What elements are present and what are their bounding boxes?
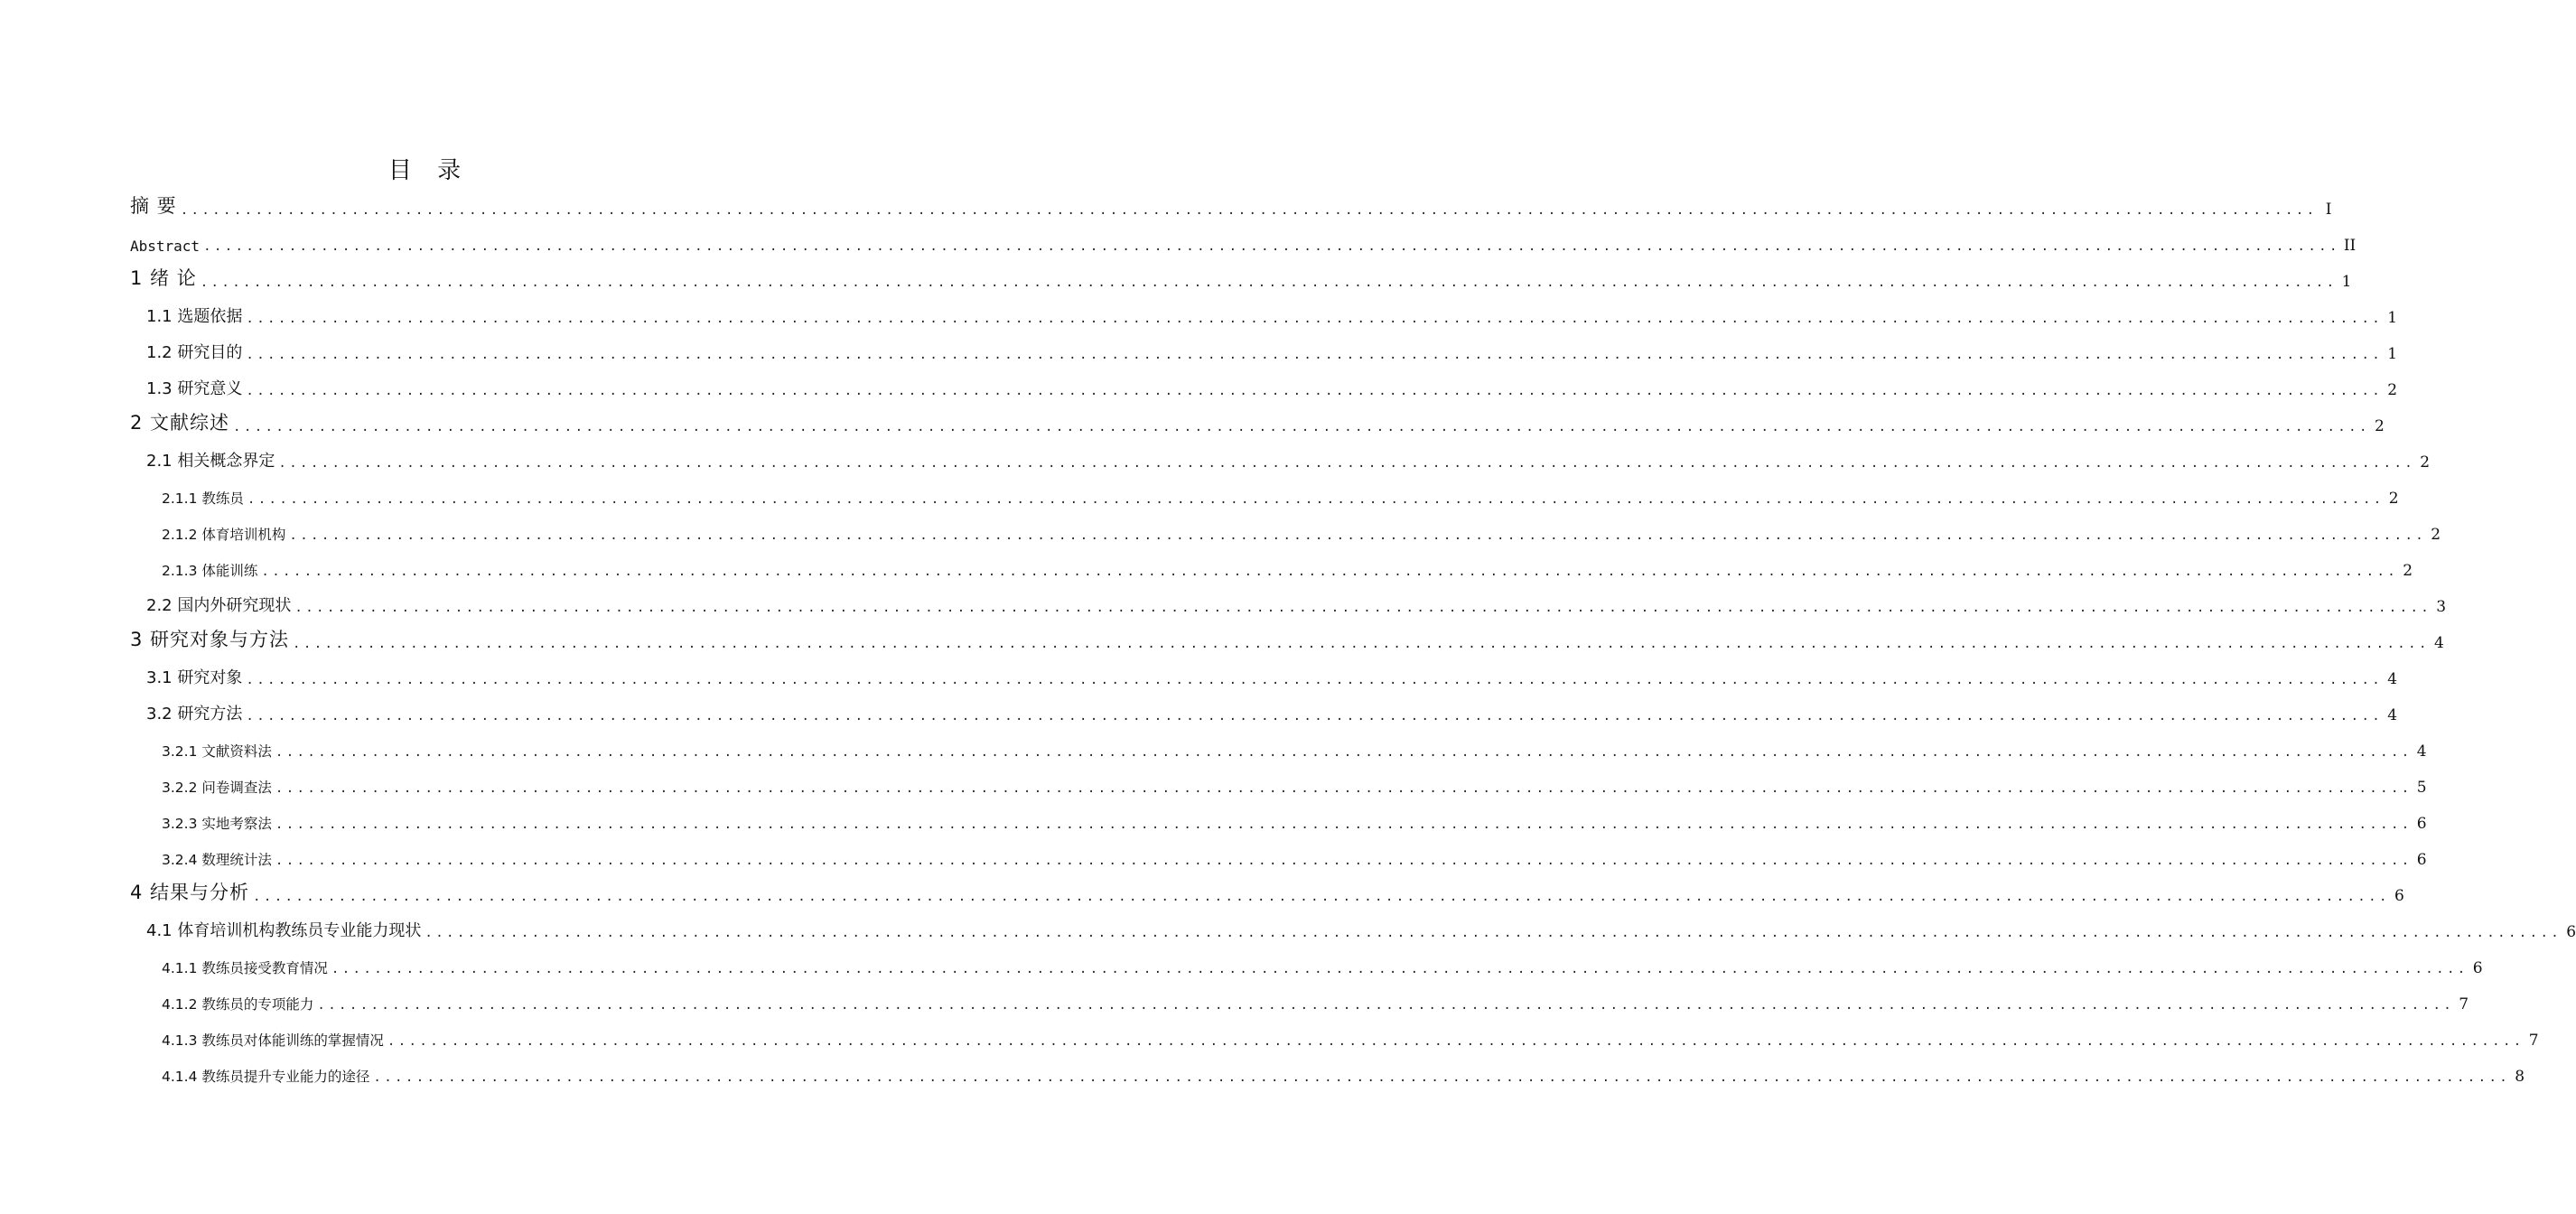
toc-dot-leader: ........................................................................................................................................................................................................	[275, 817, 2413, 832]
toc-dot-leader: ........................................................................................................................................................................................................	[293, 637, 2430, 651]
toc-entry-page-number: 2	[2388, 490, 2399, 508]
toc-entry-label: 1.2 研究目的	[146, 343, 243, 362]
toc-entry-page-number: 8	[2515, 1068, 2525, 1086]
toc-entry-label: 4.1 体育培训机构教练员专业能力现状	[146, 921, 422, 940]
toc-dot-leader: ........................................................................................................................................................................................................	[246, 673, 2384, 687]
toc-entry-label: 2 文献综述	[130, 412, 230, 434]
toc-dot-leader: ........................................................................................................................................................................................................	[246, 312, 2384, 326]
toc-dot-leader: ........................................................................................................................................................................................................	[246, 384, 2384, 398]
toc-dot-leader: ........................................................................................................................................................................................................	[261, 565, 2399, 579]
toc-entry[interactable]	[130, 515, 2441, 551]
toc-entry[interactable]	[130, 623, 2444, 659]
toc-entry-page-number: 2	[2431, 526, 2441, 544]
toc-entry-label: 3 研究对象与方法	[130, 629, 290, 650]
toc-entry[interactable]	[130, 948, 2483, 985]
toc-entry[interactable]	[130, 985, 2469, 1021]
toc-dot-leader: ........................................................................................................................................................................................................	[331, 962, 2469, 976]
toc-entry[interactable]	[130, 406, 2385, 443]
toc-entry[interactable]	[130, 226, 2357, 262]
toc-entry-page-number: I	[2325, 201, 2332, 219]
toc-dot-leader: ........................................................................................................................................................................................................	[275, 854, 2413, 868]
toc-entry-label: 4.1.3 教练员对体能训练的掌握情况	[162, 1032, 384, 1049]
toc-entry[interactable]	[130, 804, 2427, 840]
toc-entry[interactable]	[130, 659, 2398, 696]
toc-entry[interactable]	[130, 587, 2447, 623]
toc-entry[interactable]	[130, 732, 2427, 768]
toc-entry-label: 2.1.1 教练员	[162, 490, 244, 507]
toc-dot-leader: ........................................................................................................................................................................................................	[253, 890, 2390, 904]
toc-entry[interactable]	[130, 876, 2404, 912]
toc-entry[interactable]	[130, 551, 2413, 587]
toc-dot-leader: ........................................................................................................................................................................................................	[373, 1070, 2511, 1085]
toc-entry[interactable]	[130, 190, 2332, 226]
toc-entry-label: 2.1.2 体育培训机构	[162, 527, 286, 543]
toc-dot-leader: ........................................................................................................................................................................................................	[233, 420, 2370, 434]
toc-dot-leader: ........................................................................................................................................................................................................	[317, 998, 2455, 1013]
toc-entry-page-number: 7	[2528, 1032, 2539, 1050]
toc-entry-label: 3.2.2 问卷调查法	[162, 780, 272, 796]
toc-dot-leader: ........................................................................................................................................................................................................	[180, 203, 2318, 218]
toc-entry-page-number: 2	[2420, 453, 2431, 472]
toc-dot-leader: ........................................................................................................................................................................................................	[246, 348, 2384, 362]
toc-entry-label: 2.1 相关概念界定	[146, 452, 275, 471]
toc-dot-leader: ........................................................................................................................................................................................................	[289, 528, 2427, 543]
toc-entry-label: 4.1.1 教练员接受教育情况	[162, 960, 328, 976]
toc-entry[interactable]	[130, 840, 2427, 876]
toc-entry-label: 4 结果与分析	[130, 882, 250, 903]
toc-entry-label: 4.1.4 教练员提升专业能力的途径	[162, 1069, 370, 1085]
toc-entry[interactable]	[130, 479, 2399, 515]
toc-entry-page-number: 4	[2387, 670, 2398, 688]
toc-entry-page-number: 1	[2387, 345, 2398, 363]
toc-dot-leader: ........................................................................................................................................................................................................	[275, 745, 2413, 760]
toc-entry-page-number: 4	[2416, 742, 2427, 761]
toc-entry-label: 2.1.3 体能训练	[162, 563, 258, 579]
toc-entry-label: 3.2.1 文献资料法	[162, 743, 272, 760]
toc-entry-label: 4.1.2 教练员的专项能力	[162, 996, 314, 1013]
toc-entry-page-number: 2	[2403, 562, 2413, 580]
toc-entry-page-number: 3	[2436, 598, 2447, 616]
toc-entry-label: 1 绪 论	[130, 267, 197, 289]
toc-entry[interactable]	[130, 696, 2398, 732]
toc-entry[interactable]	[130, 334, 2398, 370]
toc-entry-page-number: 5	[2416, 779, 2427, 797]
toc-entry-label: 1.1 选题依据	[146, 307, 243, 326]
toc-entry[interactable]	[130, 1021, 2539, 1057]
toc-entry-page-number: 7	[2459, 995, 2469, 1013]
toc-entry[interactable]	[130, 768, 2427, 804]
toc-entry[interactable]	[130, 912, 2576, 948]
toc-entry-page-number: 6	[2416, 815, 2427, 833]
toc-entry[interactable]	[130, 262, 2352, 298]
toc-title: 目 录	[387, 157, 471, 184]
toc-dot-leader: ........................................................................................................................................................................................................	[387, 1034, 2525, 1049]
toc-entry-label: Abstract	[130, 238, 201, 255]
toc-entry-page-number: 6	[2416, 851, 2427, 869]
toc-entry-page-number: 2	[2387, 381, 2398, 399]
toc-dot-leader: ........................................................................................................................................................................................................	[203, 239, 2340, 254]
toc-entry-label: 3.2.3 实地考察法	[162, 816, 272, 832]
toc-dot-leader: ........................................................................................................................................................................................................	[200, 275, 2338, 290]
toc-entry-label: 3.2 研究方法	[146, 705, 243, 724]
toc-dot-leader: ........................................................................................................................................................................................................	[278, 456, 2416, 471]
toc-list	[130, 190, 2576, 1093]
toc-entry-label: 3.1 研究对象	[146, 668, 243, 687]
toc-entry-page-number: 6	[2394, 887, 2404, 905]
toc-dot-leader: ........................................................................................................................................................................................................	[275, 781, 2413, 796]
toc-entry-page-number: 1	[2387, 309, 2398, 327]
toc-entry-page-number: 1	[2341, 273, 2352, 291]
toc-entry[interactable]	[130, 1057, 2525, 1093]
toc-dot-leader: ........................................................................................................................................................................................................	[294, 601, 2432, 615]
toc-entry[interactable]	[130, 443, 2431, 479]
toc-entry-label: 1.3 研究意义	[146, 379, 243, 398]
toc-entry-label: 摘 要	[130, 195, 177, 217]
toc-entry-label: 2.2 国内外研究现状	[146, 596, 292, 615]
toc-entry[interactable]	[130, 370, 2398, 406]
toc-entry-page-number: II	[2343, 237, 2357, 255]
toc-entry[interactable]	[130, 298, 2398, 334]
toc-entry-page-number: 2	[2374, 417, 2385, 435]
toc-dot-leader: ........................................................................................................................................................................................................	[247, 492, 2385, 507]
toc-entry-page-number: 4	[2387, 706, 2398, 724]
toc-entry-page-number: 4	[2433, 634, 2444, 652]
toc-dot-leader: ........................................................................................................................................................................................................	[425, 926, 2562, 940]
toc-entry-label: 3.2.4 数理统计法	[162, 852, 272, 868]
toc-entry-page-number: 6	[2472, 959, 2483, 977]
toc-dot-leader: ........................................................................................................................................................................................................	[246, 709, 2384, 724]
toc-entry-page-number: 6	[2566, 923, 2576, 941]
